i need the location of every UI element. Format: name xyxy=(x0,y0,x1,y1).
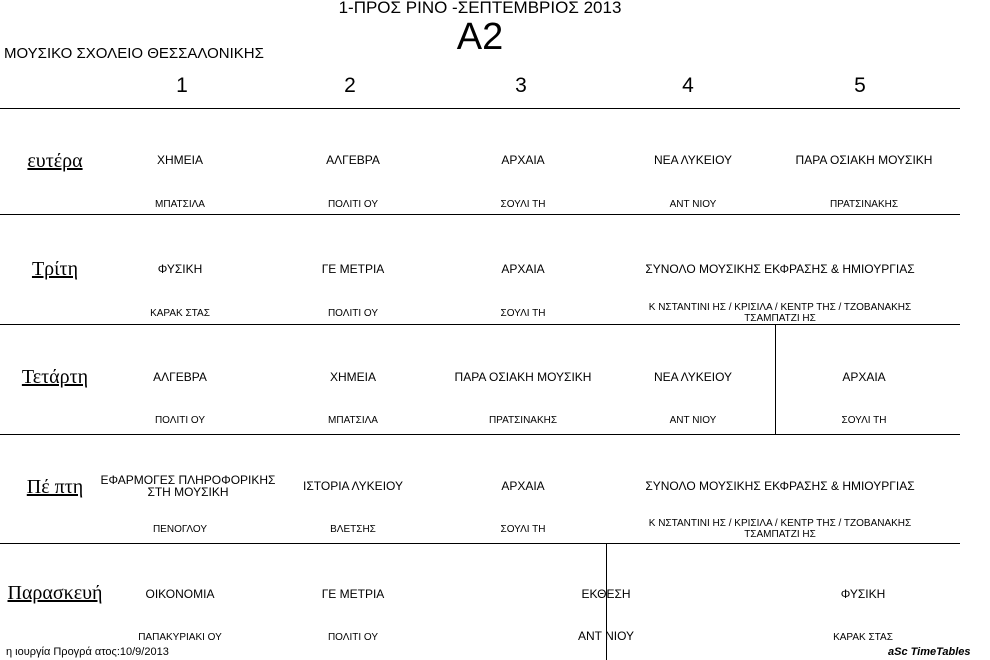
lesson-teacher: ΒΛΕΤΣΗΣ xyxy=(330,524,376,535)
day-label-friday: Παρασκευή xyxy=(7,582,103,604)
lesson-subject: ΑΛΓΕΒΡΑ xyxy=(326,153,380,167)
day-label-thursday: Πέ πτη xyxy=(26,476,84,498)
lesson-teacher: ΠΡΑΤΣΙΝΑΚΗΣ xyxy=(488,415,558,426)
lesson-subject: ΕΦΑΡΜΟΓΕΣ ΠΛΗΡΟΦΟΡΙΚΗΣ xyxy=(100,473,276,487)
day-label-tuesday: Τρίτη xyxy=(31,258,79,280)
lesson-teacher: ΑΝΤ ΝΙΟΥ xyxy=(669,415,717,426)
lesson-teacher: ΠΟΛΙΤΙ ΟΥ xyxy=(154,415,206,426)
lesson-subject: ΙΣΤΟΡΙΑ ΛΥΚΕΙΟΥ xyxy=(303,479,403,493)
period-header-5: 5 xyxy=(854,74,866,97)
row-divider xyxy=(0,324,960,325)
lesson-teacher: ΜΠΑΤΣΙΛΑ xyxy=(155,199,205,210)
lesson-subject: ΑΡΧΑΙΑ xyxy=(501,479,545,493)
lesson-teacher: ΠΑΠΑΚΥΡΙΑΚΙ ΟΥ xyxy=(138,632,222,643)
lesson-subject: ΦΥΣΙΚΗ xyxy=(157,262,203,276)
creation-date: η ιουργία Προγρά ατος:10/9/2013 xyxy=(6,646,169,658)
lesson-subject: ΣΥΝΟΛΟ ΜΟΥΣΙΚΗΣ ΕΚΦΡΑΣΗΣ & ΗΜΙΟΥΡΓΙΑΣ xyxy=(645,479,915,493)
lesson-teacher: ΑΝΤ ΝΙΟΥ xyxy=(577,629,635,643)
lesson-teacher: ΠΟΛΙΤΙ ΟΥ xyxy=(327,632,379,643)
lesson-teacher: ΜΠΑΤΣΙΛΑ xyxy=(328,415,378,426)
lesson-subject: ΝΕΑ ΛΥΚΕΙΟΥ xyxy=(653,370,733,384)
lesson-subject: ΧΗΜΕΙΑ xyxy=(156,153,203,167)
lesson-subject: ΣΥΝΟΛΟ ΜΟΥΣΙΚΗΣ ΕΚΦΡΑΣΗΣ & ΗΜΙΟΥΡΓΙΑΣ xyxy=(645,262,915,276)
lesson-subject: ΟΙΚΟΝΟΜΙΑ xyxy=(145,587,215,601)
lesson-subject: ΝΕΑ ΛΥΚΕΙΟΥ xyxy=(653,153,733,167)
row-divider xyxy=(0,214,960,215)
lesson-subject: ΠΑΡΑ ΟΣΙΑΚΗ ΜΟΥΣΙΚΗ xyxy=(454,370,592,384)
lesson-subject: ΕΚΘΕΣΗ xyxy=(581,587,631,601)
lesson-teacher: ΠΕΝΟΓΛΟΥ xyxy=(152,524,208,535)
lesson-teacher: ΣΟΥΛΙ ΤΗ xyxy=(500,524,546,535)
period-header-1: 1 xyxy=(176,74,188,97)
lesson-subject: ΓΕ ΜΕΤΡΙΑ xyxy=(321,262,385,276)
lesson-teacher: ΚΑΡΑΚ ΣΤΑΣ xyxy=(150,308,210,319)
lesson-teacher: ΣΟΥΛΙ ΤΗ xyxy=(500,199,546,210)
lesson-teacher: ΚΑΡΑΚ ΣΤΑΣ xyxy=(833,632,893,643)
lesson-teacher: ΠΡΑΤΣΙΝΑΚΗΣ xyxy=(829,199,899,210)
lesson-subject: ΑΡΧΑΙΑ xyxy=(501,262,545,276)
lesson-teacher: ΑΝΤ ΝΙΟΥ xyxy=(669,199,717,210)
lesson-subject: ΑΛΓΕΒΡΑ xyxy=(153,370,207,384)
lesson-teacher: Κ ΝΣΤΑΝΤΙΝΙ ΗΣ / ΚΡΙΣΙΛΑ / ΚΕΝΤΡ ΤΗΣ / ΤΖΟΒΑΝΑΚΗΣ xyxy=(648,518,912,529)
row-divider xyxy=(0,108,960,109)
lesson-subject: ΓΕ ΜΕΤΡΙΑ xyxy=(321,587,385,601)
lesson-teacher: ΤΣΑΜΠΑΤΖΙ ΗΣ xyxy=(744,529,816,540)
lesson-subject: ΑΡΧΑΙΑ xyxy=(501,153,545,167)
lesson-teacher: ΠΟΛΙΤΙ ΟΥ xyxy=(327,308,379,319)
lesson-teacher: ΤΣΑΜΠΑΤΖΙ ΗΣ xyxy=(744,313,816,324)
lesson-teacher: Κ ΝΣΤΑΝΤΙΝΙ ΗΣ / ΚΡΙΣΙΛΑ / ΚΕΝΤΡ ΤΗΣ / ΤΖΟΒΑΝΑΚΗΣ xyxy=(648,302,912,313)
lesson-subject: ΧΗΜΕΙΑ xyxy=(329,370,376,384)
period-header-4: 4 xyxy=(682,74,694,97)
day-label-monday: ευτέρα xyxy=(27,150,83,172)
lesson-teacher: ΣΟΥΛΙ ΤΗ xyxy=(841,415,887,426)
lesson-teacher: ΣΟΥΛΙ ΤΗ xyxy=(500,308,546,319)
timetable-title: 1-ΠΡΟΣ ΡΙΝΟ -ΣΕΠΤΕΜΒΡΙΟΣ 2013 xyxy=(338,0,622,17)
lesson-subject: ΠΑΡΑ ΟΣΙΑΚΗ ΜΟΥΣΙΚΗ xyxy=(795,153,933,167)
lesson-subject: ΣΤΗ ΜΟΥΣΙΚΗ xyxy=(147,485,229,499)
row-divider xyxy=(0,543,960,544)
class-name: Α2 xyxy=(456,16,504,58)
lesson-subject: ΦΥΣΙΚΗ xyxy=(840,587,886,601)
school-name: ΜΟΥΣΙΚΟ ΣΧΟΛΕΙΟ ΘΕΣΣΑΛΟΝΙΚΗΣ xyxy=(4,45,264,62)
period-header-2: 2 xyxy=(344,74,356,97)
row-divider xyxy=(0,434,960,435)
software-brand: aSc TimeTables xyxy=(888,646,971,658)
lesson-subject: ΑΡΧΑΙΑ xyxy=(842,370,886,384)
period-header-3: 3 xyxy=(515,74,527,97)
lesson-teacher: ΠΟΛΙΤΙ ΟΥ xyxy=(327,199,379,210)
day-label-wednesday: Τετάρτη xyxy=(21,366,89,388)
